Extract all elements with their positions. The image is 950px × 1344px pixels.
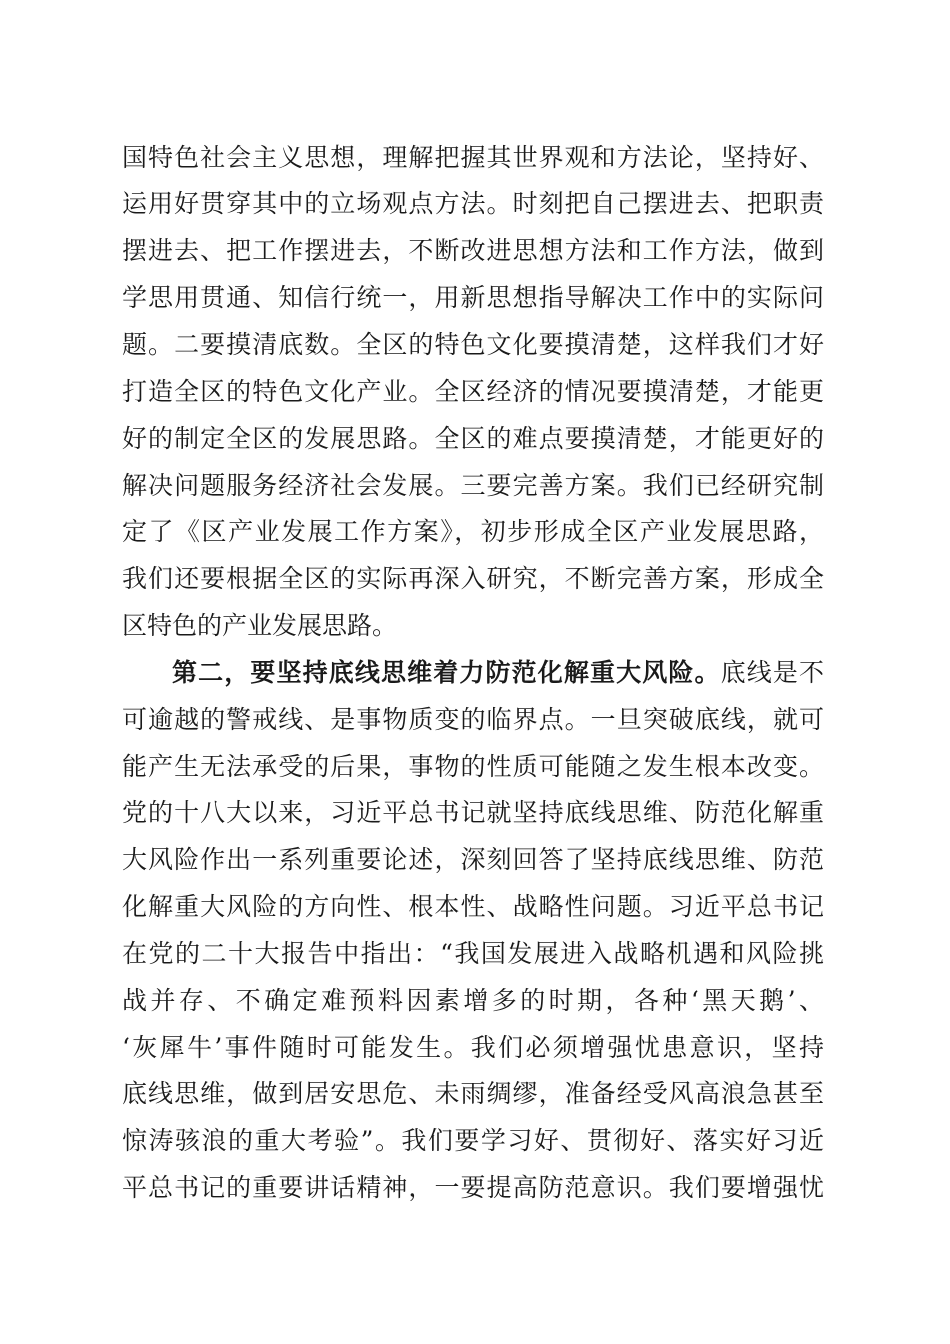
text-line: 我们还要根据全区的实际再深入研究，不断完善方案，形成全	[122, 564, 824, 593]
text-line: 题。二要摸清底数。全区的特色文化要摸清楚，这样我们才好	[122, 330, 824, 359]
text-line: 惊涛骇浪的重大考验”。我们要学习好、贯彻好、落实好习近	[122, 1126, 824, 1155]
text-line: 平总书记的重要讲话精神，一要提高防范意识。我们要增强忧	[122, 1173, 824, 1202]
text-line: 运用好贯穿其中的立场观点方法。时刻把自己摆进去、把职责	[122, 189, 824, 218]
text-line: 能产生无法承受的后果，事物的性质可能随之发生根本改变。	[122, 752, 824, 781]
text-line: 定了《区产业发展工作方案》，初步形成全区产业发展思路，	[122, 517, 824, 546]
text-line: 可逾越的警戒线、是事物质变的临界点。一旦突破底线，就可	[122, 705, 824, 734]
text-line: 战并存、不确定难预料因素增多的时期，各种‘黑天鹅’、	[122, 986, 824, 1015]
text-line: 底线思维，做到居安思危、未雨绸缪，准备经受风高浪急甚至	[122, 1079, 824, 1108]
text-line: 摆进去、把工作摆进去，不断改进思想方法和工作方法，做到	[122, 236, 824, 265]
text-line: 国特色社会主义思想，理解把握其世界观和方法论，坚持好、	[122, 143, 824, 172]
text-line: 化解重大风险的方向性、根本性、战略性问题。习近平总书记	[122, 892, 824, 921]
text-line: 学思用贯通、知信行统一，用新思想指导解决工作中的实际问	[122, 283, 824, 312]
text-line: 好的制定全区的发展思路。全区的难点要摸清楚，才能更好的	[122, 424, 824, 453]
text-line: 打造全区的特色文化产业。全区经济的情况要摸清楚，才能更	[122, 377, 824, 406]
text-line: 在党的二十大报告中指出：“我国发展进入战略机遇和风险挑	[122, 939, 824, 968]
paragraph-first-line	[172, 653, 824, 693]
text-span: 底线是不	[720, 658, 824, 687]
text-line: 党的十八大以来，习近平总书记就坚持底线思维、防范化解重	[122, 798, 824, 827]
text-line: 区特色的产业发展思路。	[122, 611, 398, 640]
text-line: ‘灰犀牛’事件随时可能发生。我们必须增强忧患意识，坚持	[122, 1033, 824, 1062]
section-heading: 第二，要坚持底线思维着力防范化解重大风险。	[172, 658, 721, 687]
text-line: 大风险作出一系列重要论述，深刻回答了坚持底线思维、防范	[122, 845, 824, 874]
text-line: 解决问题服务经济社会发展。三要完善方案。我们已经研究制	[122, 471, 824, 500]
